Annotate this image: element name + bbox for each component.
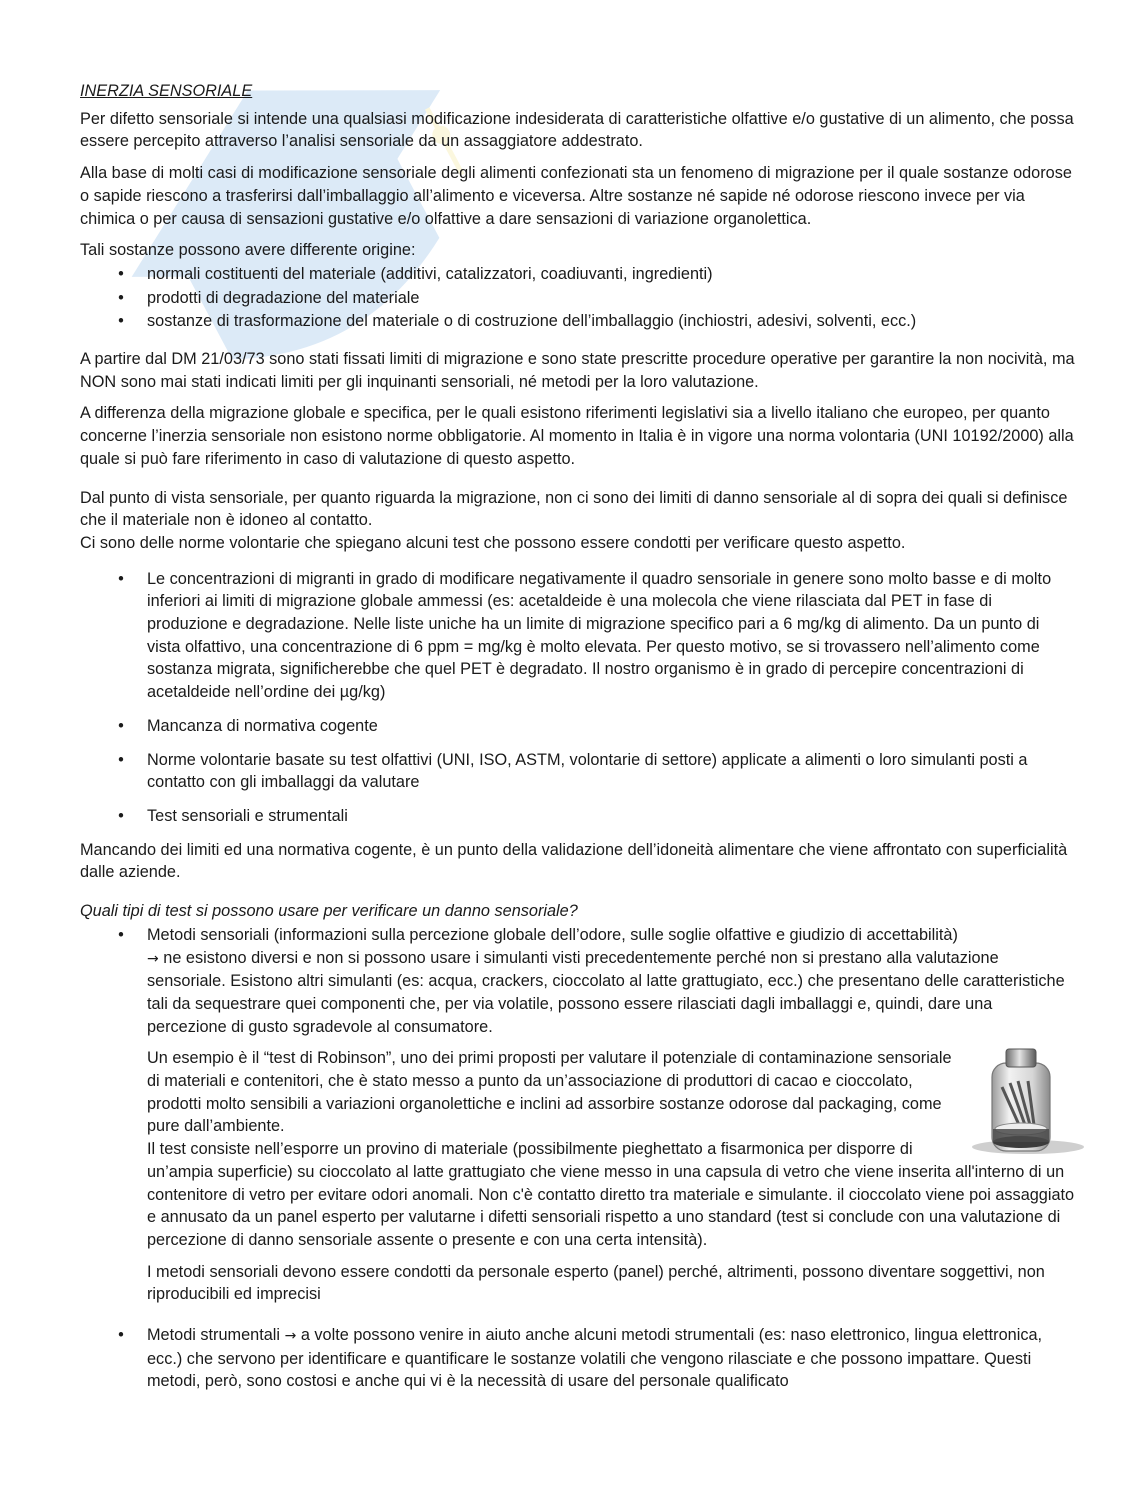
list-item-instrumental-methods — [80, 1324, 1076, 1393]
list-item-sensory-methods — [80, 924, 1076, 1306]
sensory-methods-heading: Metodi sensoriali (informazioni sulla percezione globale dell’odore, sulle soglie olfattive e giudizio di accettabilità) — [147, 925, 958, 944]
bullet-icon: • — [118, 288, 124, 307]
question-heading: Quali tipi di test si possono usare per verificare un danno sensoriale? — [80, 902, 578, 921]
paragraph-origin-intro: Tali sostanze possono avere differente origine: — [80, 241, 416, 260]
points-list — [80, 568, 1076, 828]
list-item: • Mancanza di normativa cogente — [80, 715, 1076, 738]
arrow-right-icon: → — [284, 1328, 297, 1345]
bullet-icon: • — [118, 569, 124, 588]
arrow-right-icon: → — [147, 950, 159, 967]
paragraph-sensory-limits: Dal punto di vista sensoriale, per quanto riguarda la migrazione, non ci sono dei limiti di danno sensoriale al di sopra dei quali si definisce che il materiale non è idoneo al contatto. Ci sono delle norme volontarie che spiegano alcuni test che possono essere condotti per verificare questo aspetto. — [80, 488, 1068, 552]
bullet-icon: • — [118, 806, 124, 825]
paragraph-definition: Per difetto sensoriale si intende una qualsiasi modificazione indesiderata di caratteristiche olfattive e/o gustative di un alimento, che possa essere percepito attraverso l’analisi sensoriale da un assaggiatore addestrato. — [80, 109, 1074, 151]
instrumental-methods-heading: Metodi strumentali — [147, 1326, 281, 1345]
sensory-methods-body: ne esistono diversi e non si possono usare i simulanti visti precedentemente perché non si prestano alla valutazione sensoriale. Esistono altri simulanti (es: acqua, crackers, cioccolato al latte grattugiato, ecc.) che presentano delle caratteristiche tali da sequestrare quei componenti che, per via volatile, possono essere rilasciati dagli imballaggi e, quindi, dare una percezione di gusto sgradevole al consumatore. — [147, 948, 1065, 1036]
list-item: • Test sensoriali e strumentali — [80, 805, 1076, 828]
bullet-icon: • — [118, 264, 124, 283]
list-item: • normali costituenti del materiale (additivi, catalizzatori, coadiuvanti, ingredienti) — [80, 263, 1076, 286]
bullet-icon: • — [118, 1326, 124, 1345]
paragraph-migration: Alla base di molti casi di modificazione sensoriale degli alimenti confezionati sta un fenomeno di migrazione per il quale sostanze odorose o sapide riescono a trasferirsi dall’imballaggio all’alimento e viceversa. Altre sostanze né sapide né odorose riescono invece per via chimica o per causa di sensazioni gustative e/o olfattive a dare sensazioni di variazione organolettica. — [80, 164, 1072, 228]
list-item: • Le concentrazioni di migranti in grado di modificare negativamente il quadro sensoriale in genere sono molto basse e di molto inferiori ai limiti di migrazione globale ammessi (es: acetaldeide è una molecola che viene rilasciata dal PET in fase di produzione e degradazione. Nelle liste uniche ha un limite di migrazione specifico pari a 6 mg/kg di alimento. Da un punto di vista olfattivo, una concentrazione di 6 ppm = mg/kg è molto elevata. Per questo motivo, se si trovassero nell’alimento come sostanza migrata, significherebbe che quel PET è degradato. Il nostro organismo è in grado di percepire concentrazioni di acetaldeide nell’ordine dei µg/kg) — [80, 568, 1076, 704]
paragraph-dm: A partire dal DM 21/03/73 sono stati fissati limiti di migrazione e sono state prescritte procedure operative per garantire la non nocività, ma NON sono mai stati indicati limiti per gli inquinanti sensoriali, né metodi per la loro valutazione. — [80, 350, 1075, 391]
bullet-icon: • — [118, 312, 124, 331]
bullet-icon: • — [118, 750, 124, 769]
panel-note-paragraph: I metodi sensoriali devono essere condotti da personale esperto (panel) perché, altrimenti, possono diventare soggettivi, non riproducibili ed imprecisi — [147, 1262, 1045, 1304]
paragraph-conclusion: Mancando dei limiti ed una normativa cogente, è un punto della validazione dell’idoneità alimentare che viene affrontato con superficialità dalle aziende. — [80, 840, 1068, 882]
origin-list — [80, 263, 1076, 333]
robinson-test-paragraph: Un esempio è il “test di Robinson”, uno dei primi proposti per valutare il potenziale di contaminazione sensoriale di materiali e contenitori, che è stato messo a punto da un’associazione di produttori di cacao e cioccolato, prodotti molto sensibili a variazioni organolettiche e inclini ad assorbire sostanze odorose dal packaging, come pure dall’ambiente. — [147, 1049, 952, 1136]
list-item: • prodotti di degradazione del materiale — [80, 287, 1076, 310]
glass-jar-image — [970, 1047, 1088, 1155]
bullet-icon: • — [118, 925, 124, 944]
test-description-paragraph: Il test consiste nell’esporre un provino di materiale (possibilmente pieghettato a fisarmonica per disporre di un’ampia superficie) su cioccolato al latte grattugiato che viene messo in una capsula di vetro che viene inserita all'interno di un contenitore di vetro per evitare odori anomali. Non c'è contatto diretto tra materiale e simulante. il cioccolato viene poi assaggiato e annusato da un panel esperto per valutarne i difetti sensoriali rispetto a uno standard (test si conclude con una valutazione di percezione di danno sensoriale assente o presente e con una certa intensità). — [147, 1140, 1075, 1249]
paragraph-norms: A differenza della migrazione globale e specifica, per le quali esistono riferimenti legislativi sia a livello italiano che europeo, per quanto concerne l’inerzia sensoriale non esistono norme obbligatorie. Al momento in Italia è in vigore una norma volontaria (UNI 10192/2000) alla quale si può fare riferimento in caso di valutazione di questo aspetto. — [80, 404, 1074, 468]
list-item: • Norme volontarie basate su test olfattivi (UNI, ISO, ASTM, volontarie di settore) applicate a alimenti o loro simulanti posti a contatto con gli imballaggi da valutare — [80, 749, 1076, 794]
bullet-icon: • — [118, 716, 124, 735]
document-page — [80, 80, 1076, 1401]
methods-list — [80, 924, 1076, 1393]
instrumental-methods-body: a volte possono venire in aiuto anche alcuni metodi strumentali (es: naso elettronico, lingua elettronica, ecc.) che servono per identificare e quantificare le sostanze volatili che vengono rilasciate e che possono impattare. Questi metodi, però, sono costosi e anche qui vi è la necessità di usare del personale qualificato — [147, 1326, 1043, 1391]
section-title: INERZIA SENSORIALE — [80, 82, 253, 100]
list-item: • sostanze di trasformazione del materiale o di costruzione dell’imballaggio (inchiostri, adesivi, solventi, ecc.) — [80, 310, 1076, 333]
